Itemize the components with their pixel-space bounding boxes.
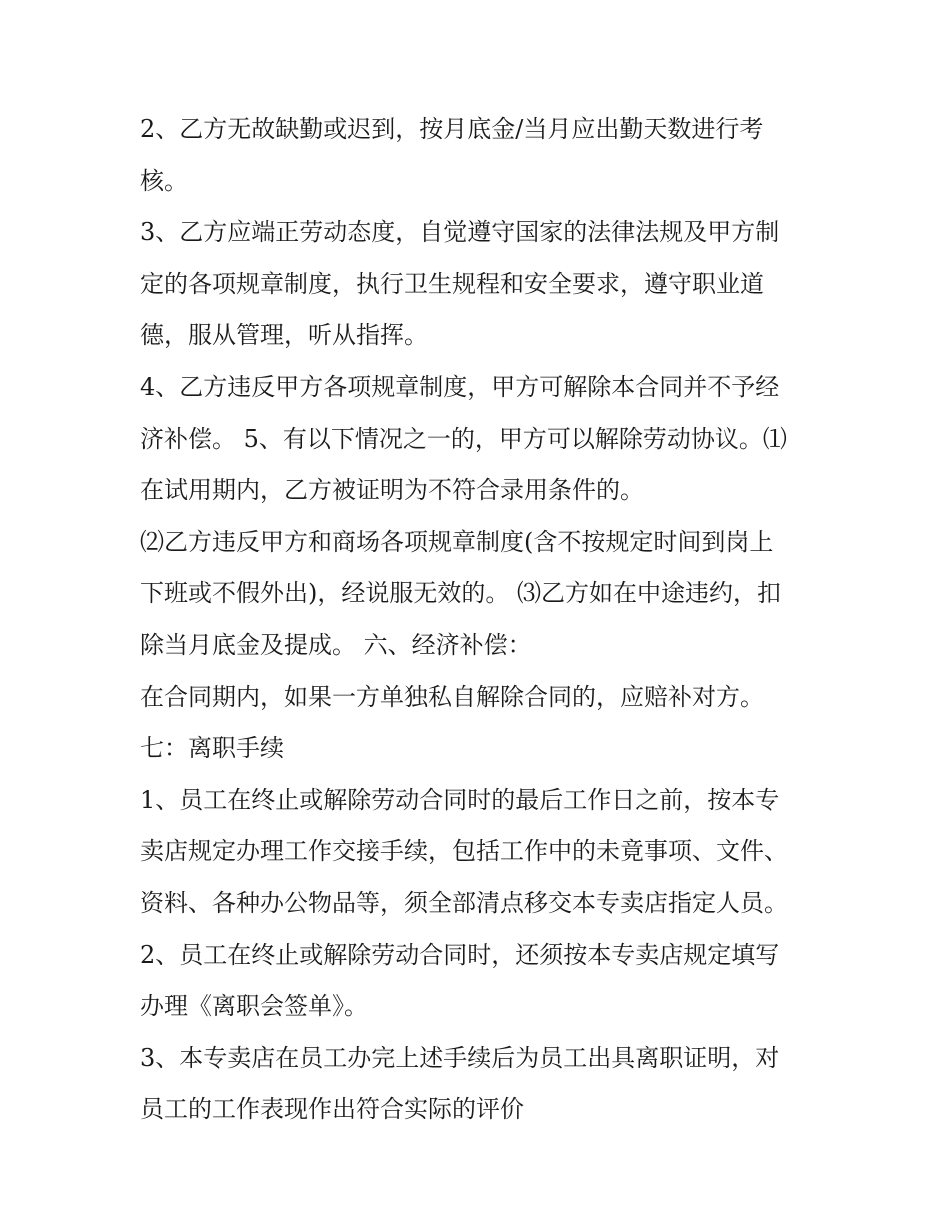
text-line: 办理《离职会签单》。 (140, 992, 368, 1021)
section-heading: 七：离职手续 (140, 734, 284, 763)
text-line: 核。 (140, 166, 188, 195)
text-line: 在合同期内，如果一方单独私自解除合同的，应赔补对方。 (140, 682, 764, 711)
text-line: 3、本专卖店在员工办完上述手续后为员工出具离职证明，对 (140, 1043, 780, 1072)
text-line: 3、乙方应端正劳动态度，自觉遵守国家的法律法规及甲方制 (140, 218, 780, 247)
text-line: 定的各项规章制度，执行卫生规程和安全要求，遵守职业道 (140, 269, 764, 298)
text-line: 4、乙方违反甲方各项规章制度，甲方可解除本合同并不予经 (140, 372, 780, 401)
document-body (140, 104, 820, 1136)
text-line: 除当月底金及提成。 六、经济补偿： (140, 630, 532, 659)
text-line: 1、员工在终止或解除劳动合同时的最后工作日之前，按本专 (140, 785, 780, 814)
text-line: 卖店规定办理工作交接手续，包括工作中的未竟事项、文件、 (140, 837, 788, 866)
text-line: 下班或不假外出)，经说服无效的。 ⑶乙方如在中途违约，扣 (140, 579, 781, 608)
text-line: 在试用期内，乙方被证明为不符合录用条件的。 (140, 476, 644, 505)
text-line: ⑵乙方违反甲方和商场各项规章制度(含不按规定时间到岗上 (140, 527, 774, 556)
text-line: 济补偿。 5、有以下情况之一的，甲方可以解除劳动协议。⑴ (140, 424, 787, 453)
text-line: 2、员工在终止或解除劳动合同时，还须按本专卖店规定填写 (140, 940, 780, 969)
text-line: 2、乙方无故缺勤或迟到，按月底金/当月应出勤天数进行考 (140, 115, 764, 143)
text-line: 资料、各种办公物品等，须全部清点移交本专卖店指定人员。 (140, 888, 788, 917)
text-line: 德，服从管理，听从指挥。 (140, 321, 428, 350)
text-line: 员工的工作表现作出符合实际的评价 (140, 1095, 524, 1124)
